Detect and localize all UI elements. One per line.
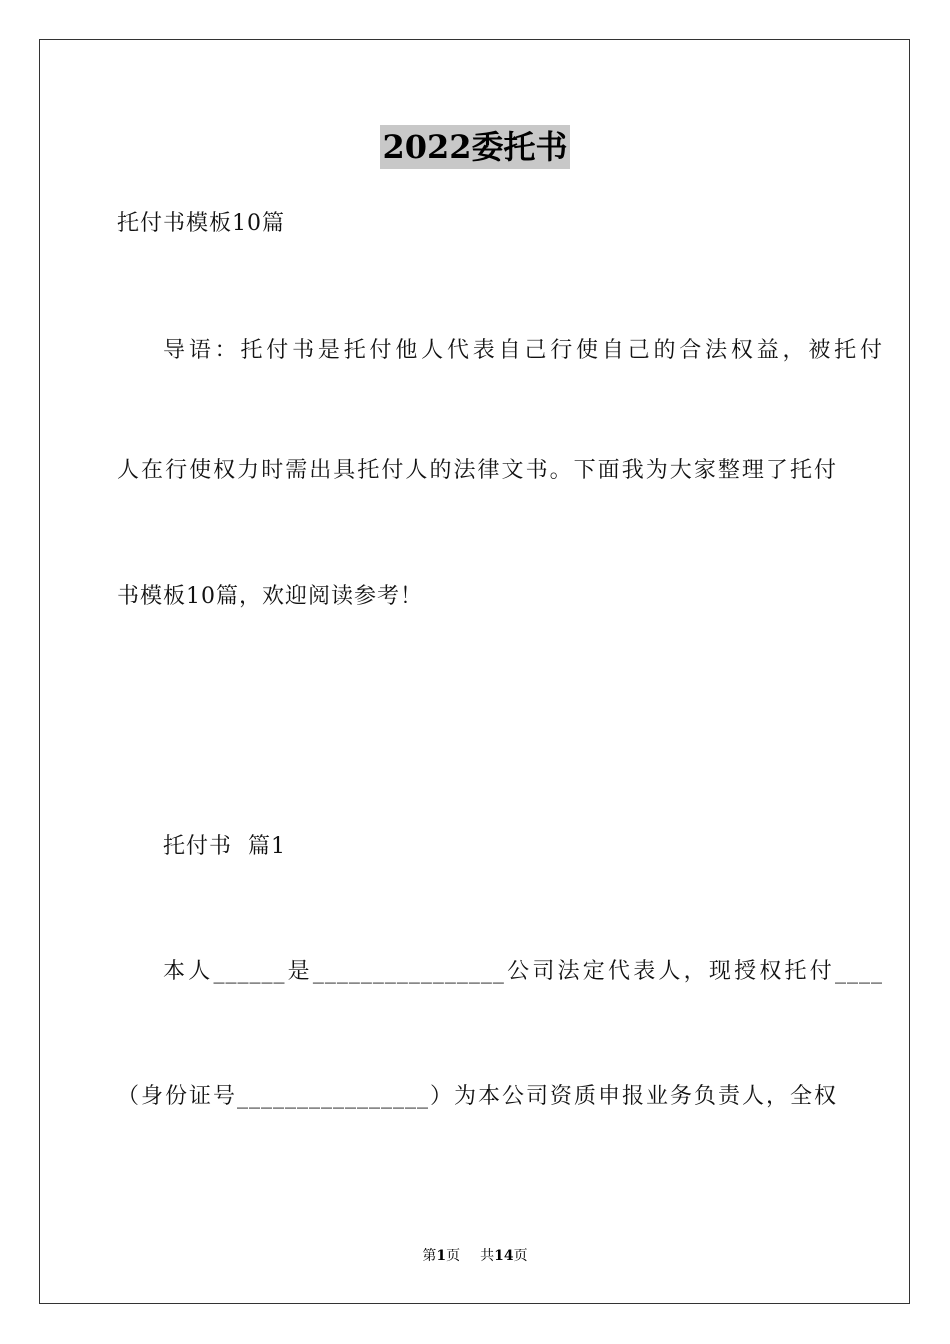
intro-line-1: 导语：托付书是托付他人代表自己行使自己的合法权益，被托付 bbox=[163, 338, 883, 363]
body-line-2: （身份证号________________）为本公司资质申报业务负责人，全权 bbox=[117, 1084, 837, 1109]
document-title: 2022委托书 bbox=[380, 125, 569, 169]
footer-page-mid: 页 bbox=[446, 1248, 461, 1264]
footer-page-total: 14 bbox=[494, 1248, 514, 1264]
document-subtitle: 托付书模板10篇 bbox=[117, 211, 285, 236]
title-container bbox=[0, 125, 950, 169]
footer-total-prefix: 共 bbox=[480, 1248, 495, 1264]
page-footer bbox=[0, 1246, 950, 1266]
footer-page-current: 1 bbox=[436, 1248, 447, 1264]
intro-line-3: 书模板10篇，欢迎阅读参考！ bbox=[117, 584, 423, 609]
body-line-1: 本人______是________________公司法定代表人，现授权托付____ bbox=[163, 959, 883, 984]
footer-page-prefix: 第 bbox=[422, 1248, 437, 1264]
footer-total-suffix: 页 bbox=[513, 1248, 528, 1264]
section-heading: 托付书 篇1 bbox=[163, 834, 286, 859]
intro-line-2: 人在行使权力时需出具托付人的法律文书。下面我为大家整理了托付 bbox=[117, 458, 837, 483]
